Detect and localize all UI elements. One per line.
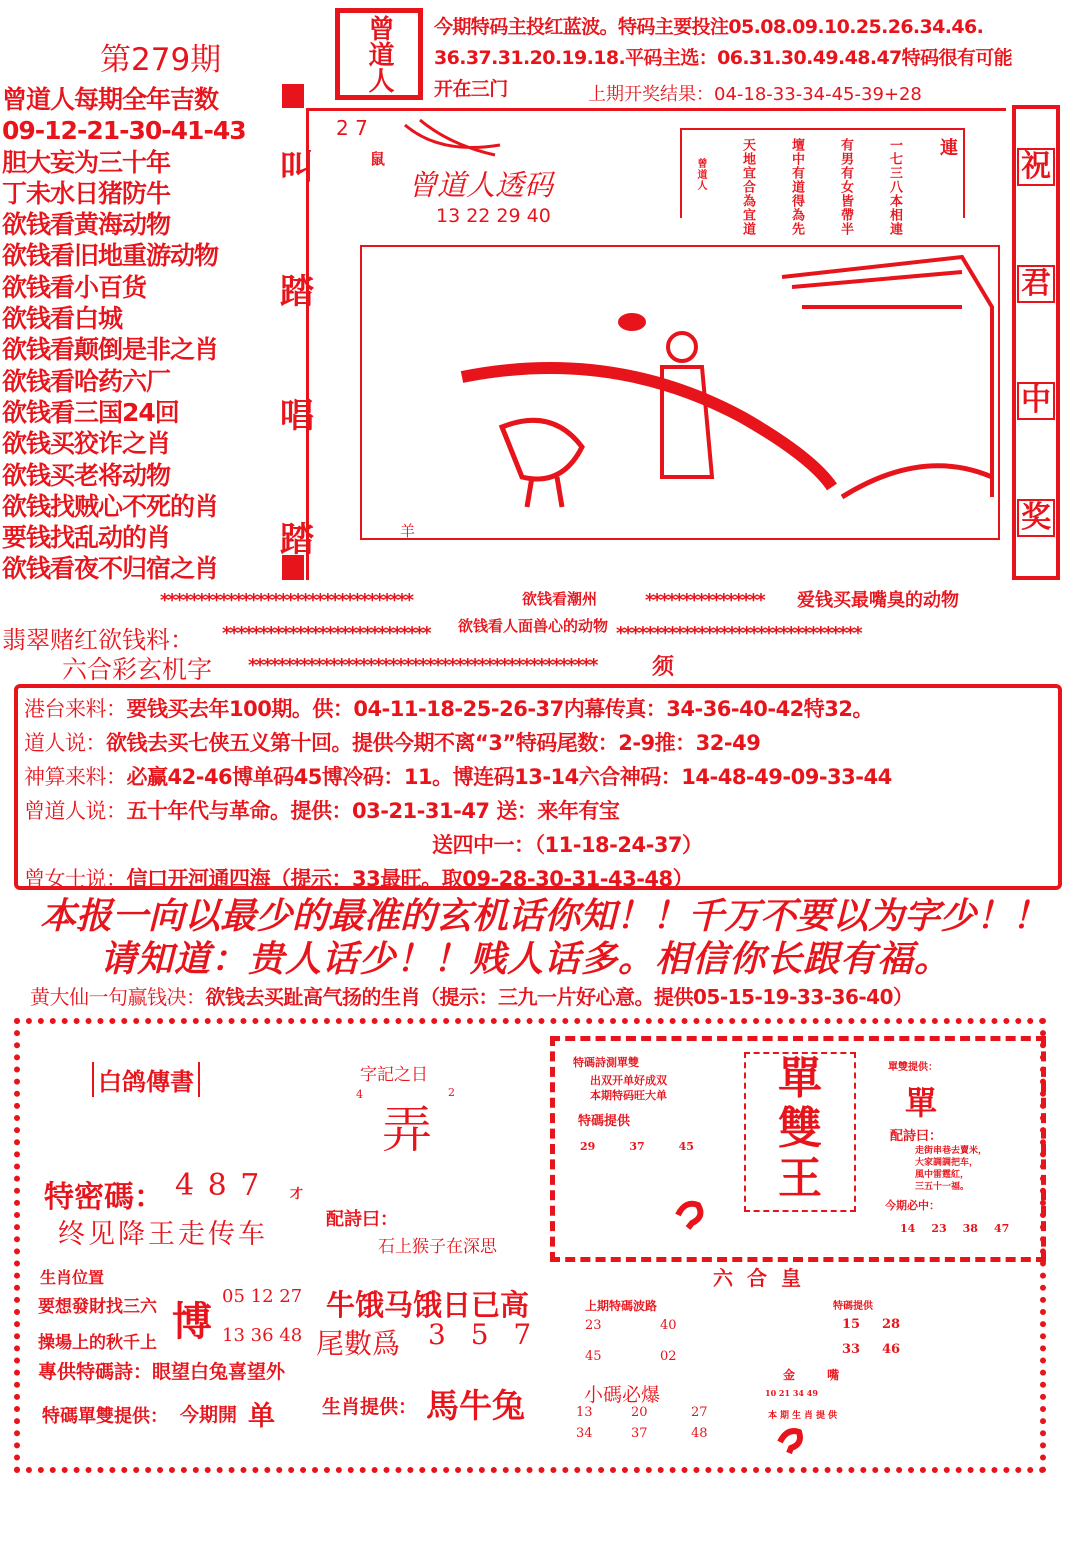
vertical-char: 踏 — [280, 272, 314, 312]
tema2-label: 特碼提供 — [833, 1301, 873, 1312]
vertical-char: 叫 — [280, 148, 314, 188]
issue-number: 第279期 — [100, 42, 222, 78]
left-line: 欲钱看夜不归宿之肖 — [2, 554, 219, 584]
riddle-num: 4 — [356, 1088, 363, 1101]
poem-text: 石上猴子在深思 — [378, 1237, 497, 1257]
stars: ********************************* — [616, 623, 861, 644]
poem-col: 連 — [937, 138, 958, 157]
tema-numbers: 29 37 45 — [580, 1140, 694, 1153]
left-line: 欲钱看哈药六厂 — [2, 366, 171, 396]
poem-col: 一七三八本相連 — [887, 138, 902, 236]
left-line: 欲钱看旧地重游动物 — [2, 241, 219, 271]
slogan: 本报一向以最少的最准的玄机话你知！！千万不要以为字少！！ — [40, 895, 1049, 937]
riddle-char: 弄 — [382, 1101, 432, 1159]
tail-numbers: 3 5 7 — [428, 1318, 540, 1351]
tema-label: 特密碼： — [44, 1180, 164, 1215]
poem — [690, 138, 960, 236]
slogan: 请知道：贵人话少！！贱人话多。相信你长跟有福。 — [100, 938, 952, 980]
poem-label: 配詩曰： — [326, 1209, 398, 1230]
wish-column — [1012, 105, 1060, 580]
wish-char: 祝 — [1017, 148, 1055, 186]
tip-line: 道人说：欲钱去买七侠五义第十回。提供今期不离“3”特码尾数：2-9推：32-49 — [24, 731, 761, 755]
riddle-num: 2 — [448, 1086, 455, 1099]
must-numbers: 14 23 38 47 — [900, 1222, 1010, 1235]
tip-line: 曾女士说：信口开河通四海（提示：33最旺。取09-28-30-31-43-48） — [24, 867, 694, 891]
mid-numbers: 10 21 34 49 — [765, 1388, 818, 1398]
picture-numbers-top: 2 7 — [336, 116, 368, 140]
wish-char: 中 — [1017, 382, 1055, 420]
tema-verse: 终见降王走传车 — [58, 1219, 268, 1250]
must-label: 今期必中： — [885, 1199, 940, 1212]
left-line: 曾道人每期全年吉数 — [2, 85, 219, 114]
poem-text: 走街串巷去賣米， 大家調調把车， 風中雷霆紅， 三五十一福。 — [915, 1146, 988, 1192]
riddle-label: 翡翠赌红欲钱料： — [2, 626, 194, 654]
left-line: 胆大妄为三十年 — [2, 147, 171, 177]
bird-drawing — [400, 115, 510, 165]
zodiac-label: 生肖提供： — [322, 1396, 418, 1418]
stars: **************************** — [222, 623, 430, 644]
zodiac-label: 本期生肖提供 — [768, 1411, 841, 1421]
tip-line: 港台来料：要钱买去年100期。供：04-11-18-25-26-37内幕传真：34-36-40-42特32。 — [24, 697, 874, 721]
verse: 本期特码旺大单 — [590, 1089, 667, 1102]
stars: ********************************** — [160, 590, 413, 611]
left-line: 欲钱看三国24回 — [2, 397, 179, 427]
small-label: 小碼必爆 — [584, 1384, 661, 1406]
last-result: 上期开奖结果：04-18-33-34-45-39+28 — [588, 84, 922, 105]
red-bar — [282, 84, 304, 108]
special-poem: 專供特碼詩：眼望白兔喜望外 — [38, 1361, 286, 1383]
gold-text: 金 嘴 — [783, 1368, 854, 1382]
riddle-text: 欲钱看潮州 — [522, 590, 598, 608]
poem-col: 曾道人 — [695, 158, 706, 191]
left-line: 欲钱看小百货 — [2, 272, 147, 302]
left-line: 欲钱看白城 — [2, 304, 123, 334]
riddle-title: 字記之日 — [360, 1065, 428, 1085]
vertical-char: 踏 — [280, 520, 314, 560]
picture-zodiac: 鼠 — [370, 150, 386, 168]
vertical-char: 唱 — [280, 396, 314, 436]
dan-label: 特碼單雙提供： — [42, 1406, 168, 1427]
rooster-icon — [670, 1195, 710, 1230]
tip-line: 曾道人说：五十年代与革命。提供：03-21-31-47 送：来年有宝 — [24, 799, 620, 823]
bo-numbers: 13 36 48 — [222, 1325, 303, 1346]
bo-numbers: 05 12 27 — [222, 1286, 303, 1307]
section-title: 特碼詩測單雙 — [573, 1056, 639, 1069]
riddle-text: 欲钱看人面兽心的动物 — [458, 617, 609, 635]
wish-char: 君 — [1017, 265, 1055, 303]
tema-label: 特碼提供 — [578, 1114, 631, 1129]
poem-col: 壇中有道得為先 — [789, 138, 804, 236]
verse: 出双开单好成双 — [590, 1074, 667, 1087]
left-line: 09-12-21-30-41-43 — [2, 116, 246, 146]
header-line: 开在三门 — [434, 78, 508, 100]
left-line: 欲钱买狡诈之肖 — [2, 429, 171, 459]
provide-label: 單雙提供： — [888, 1062, 938, 1073]
stars: **************** — [645, 590, 764, 611]
tip-line: 神算来料：必赢42-46博单码45博冷码：11。博连码13-14六合神码：14-48-49-09-33-44 — [24, 765, 892, 789]
rooster-scene-drawing — [362, 247, 998, 538]
small-numbers: 13 20 27 34 37 48 — [576, 1405, 708, 1441]
poem-col: 有男有女皆帶半 — [838, 138, 853, 236]
tip-line: 送四中一：（11-18-24-37） — [432, 833, 703, 857]
dan-text: 今期開 — [180, 1404, 238, 1426]
dan-value: 单 — [248, 1401, 275, 1432]
provide-value: 單 — [905, 1084, 938, 1122]
left-line: 要钱找乱动的肖 — [2, 523, 171, 553]
riddle-label: 六合彩玄机字 — [62, 655, 213, 684]
position-label: 生肖位置 — [40, 1268, 105, 1287]
last-label: 上期特碼波路 — [585, 1299, 658, 1313]
zodiac-value: 馬牛兔 — [426, 1386, 525, 1425]
rooster-icon — [775, 1424, 805, 1454]
tail-label: 尾數爲 — [316, 1327, 401, 1360]
left-line: 丁未水日猪防牛 — [2, 178, 171, 208]
left-column — [2, 84, 277, 585]
illustration — [360, 245, 1000, 540]
poem-col: 天地宜合為宜道 — [740, 138, 755, 236]
tema2-numbers: 15 28 33 46 — [842, 1317, 901, 1357]
huang-line: 黄大仙一句赢钱决：欲钱去买趾高气扬的生肖（提示：三九一片好心意。提供05-15-19-33-36-40） — [30, 985, 913, 1009]
riddle-text: 须 — [652, 655, 675, 680]
position-line: 要想發財找三六 — [38, 1297, 157, 1317]
left-line: 欲钱买老将动物 — [2, 460, 171, 490]
last-numbers: 23 40 45 02 — [585, 1318, 677, 1364]
picture-numbers: 13 22 29 40 — [436, 205, 551, 227]
left-line: 欲钱看颠倒是非之肖 — [2, 335, 219, 365]
proverb: 牛饿马饿日已高 — [326, 1288, 530, 1322]
riddle-text: 爱钱买最嘴臭的动物 — [797, 590, 959, 611]
picture-char: 羊 — [400, 522, 416, 540]
bo-char: 博 — [172, 1298, 212, 1345]
stars: *********************************************** — [248, 655, 597, 676]
seal-logo: 曾道人 — [335, 8, 423, 100]
tema-suffix: 才 — [290, 1187, 304, 1202]
wish-char: 奖 — [1017, 499, 1055, 537]
header-line: 今期特码主投红蓝波。特码主要投注05.08.09.10.25.26.34.46. — [434, 16, 984, 38]
poem-label: 配詩曰： — [890, 1129, 943, 1144]
picture-title: 曾道人透码 — [408, 168, 554, 202]
danshuang-king: 單 雙 王 — [744, 1052, 856, 1212]
left-line: 欲钱找贼心不死的肖 — [2, 491, 219, 521]
left-line: 欲钱看黄海动物 — [2, 210, 171, 240]
header-line: 36.37.31.20.19.18.平码主选：06.31.30.49.48.47特码很有可能 — [434, 47, 1013, 69]
position-line: 操場上的秋千上 — [38, 1333, 157, 1353]
tema-numbers: 4 8 7 — [175, 1168, 262, 1203]
liuhe-title: 六合皇 — [713, 1266, 815, 1290]
section-title: 白鸽傳書 — [92, 1062, 200, 1097]
